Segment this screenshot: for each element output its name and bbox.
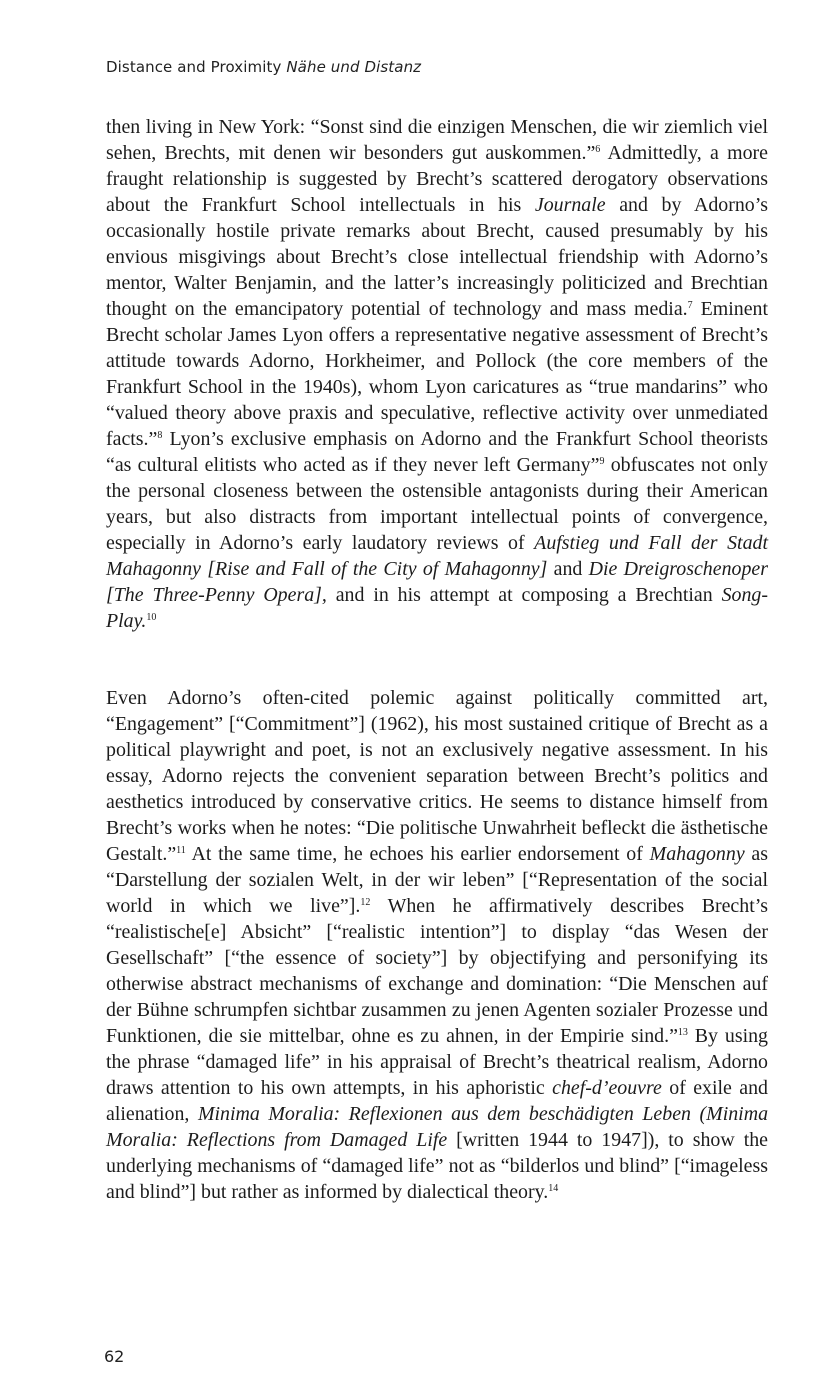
footnote-marker: 6 — [595, 144, 601, 155]
footnote-marker: 7 — [687, 300, 693, 311]
text-run: and — [547, 558, 589, 580]
text-run: By using the phrase “damaged life” in his appraisal of Brecht’s theatrical realism, Adorno draws attention to his own attempts, in his aphoristic — [106, 1025, 768, 1099]
text-run: as “Darstellung der sozialen Welt, in der wir leben” [“Representation of the social world in which we live”]. — [106, 843, 768, 917]
footnote-marker: 11 — [176, 845, 186, 856]
running-head — [106, 58, 421, 76]
text-run: and by Adorno’s occasionally hostile private remarks about Brecht, caused presumably by his envious misgivings about Brecht’s close intellectual friendship with Adorno’s mentor, Walter Benjamin, and the latter’s increasingly politicized and Brechtian thought on the emancipatory potential of technology and mass media. — [106, 194, 768, 320]
italic-text: Song-Play. — [106, 584, 768, 632]
text-run: of exile and alienation, — [106, 1077, 768, 1125]
italic-text: Aufstieg und Fall der Stadt Mahagonny [Rise and Fall of the City of Mahagonny] — [106, 532, 768, 580]
paragraph-text — [106, 685, 768, 1205]
text-run: When he affirmatively describes Brecht’s “realistische[e] Absicht” [“realistic intention”] to display “das Wesen der Gesellschaft” [“the essence of society”] by objectifying and personifying its otherwise abstract mechanisms of exchange and domination: “Die Menschen auf der Bühne schrumpfen sichtbar zusammen zu jenen Agenten sozialer Prozesse und Funktionen, die sie mittelbar, ohne es zu ahnen, in der Empirie sind.” — [106, 895, 768, 1047]
italic-text: Journale — [534, 194, 606, 216]
text-run: Admittedly, a more fraught relationship is suggested by Brecht’s scattered derogatory observations about the Frankfurt School intellectuals in his — [106, 142, 768, 216]
italic-text: Die Dreigroschenoper [The Three-Penny Opera], — [106, 558, 768, 606]
footnote-marker: 13 — [677, 1027, 688, 1038]
text-run: At the same time, he echoes his earlier endorsement of — [185, 843, 650, 865]
footnote-marker: 12 — [360, 897, 371, 908]
running-head-title: Distance and Proximity — [106, 58, 282, 76]
text-run: Eminent Brecht scholar James Lyon offers a representative negative assessment of Brecht’s attitude towards Adorno, Horkheimer, and Pollock (the core members of the Frankfurt School in the 1940s), whom Lyon caricatures as “true mandarins” who “valued theory above praxis and speculative, reflective activity over unmediated facts.” — [106, 298, 768, 450]
footnote-marker: 9 — [599, 456, 605, 467]
text-run: and in his attempt at composing a Brechtian — [326, 584, 722, 606]
body-paragraph-2 — [106, 685, 768, 1205]
text-run: [written 1944 to 1947]), to show the underlying mechanisms of “damaged life” not as “bilderlos und blind” [“imageless and blind”] but rather as informed by dialectical theory. — [106, 1129, 768, 1203]
text-run: then living in New York: “Sonst sind die einzigen Menschen, die wir ziemlich viel sehen, Brechts, mit denen wir besonders gut auskommen.” — [106, 116, 768, 164]
running-head-title-german: Nähe und Distanz — [286, 58, 422, 76]
footnote-marker: 14 — [548, 1183, 559, 1194]
page-number: 62 — [104, 1347, 125, 1366]
text-run: Lyon’s exclusive emphasis on Adorno and the Frankfurt School theorists “as cultural elitists who acted as if they never left Germany” — [106, 428, 768, 476]
italic-text: chef-d’eouvre — [552, 1077, 662, 1099]
italic-text: Minima Moralia: Reflexionen aus dem beschädigten Leben (Minima Moralia: Reflections from Damaged Life — [106, 1103, 769, 1151]
text-run: obfuscates not only the personal closeness between the ostensible antagonists during their American years, but also distracts from important intellectual points of convergence, especially in Adorno’s early laudatory reviews of — [106, 454, 768, 554]
italic-text: Mahagonny — [649, 843, 745, 865]
body-paragraph-1 — [106, 114, 768, 634]
footnote-marker: 10 — [146, 612, 157, 623]
text-run: Even Adorno’s often-cited polemic against politically committed art, “Engagement” [“Commitment”] (1962), his most sustained critique of Brecht as a political playwright and poet, is not an exclusively negative assessment. In his essay, Adorno rejects the convenient separation between Brecht’s politics and aesthetics introduced by conservative critics. He seems to distance himself from Brecht’s works when he notes: “Die politische Unwahrheit befleckt die ästhetische Gestalt.” — [106, 687, 768, 865]
footnote-marker: 8 — [157, 430, 163, 441]
paragraph-text — [106, 114, 768, 634]
